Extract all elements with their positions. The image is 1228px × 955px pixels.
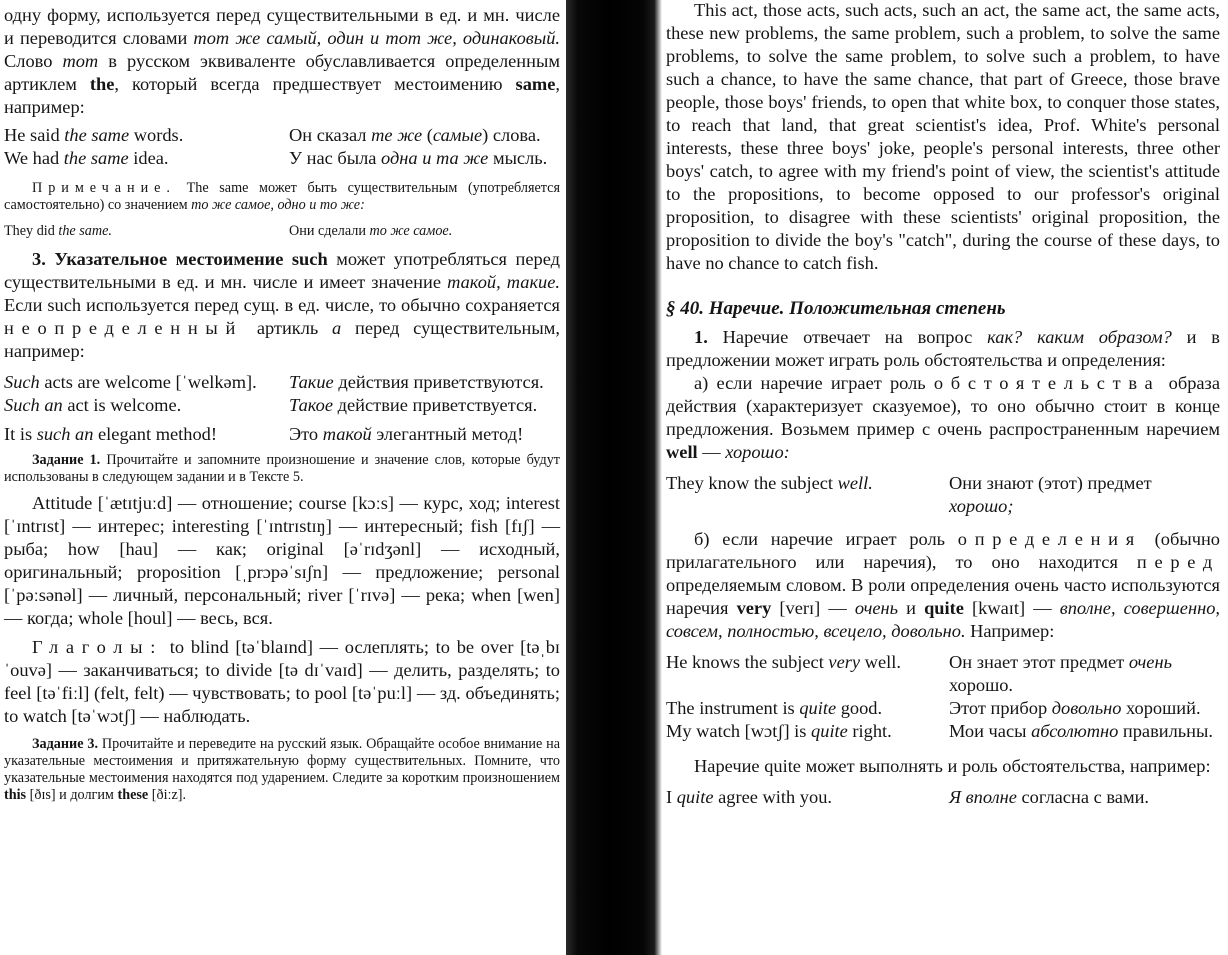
note-paragraph: Примечание. The same может быть существительным (употребляется самостоятельно) со значением то же самое, одно и то же:	[4, 180, 560, 213]
example-row: He knows the subject very well. Он знает этот предмет очень хорошо.	[666, 652, 1172, 695]
section-heading: § 40. Наречие. Положительная степень	[666, 298, 1006, 319]
right-page-content	[666, 0, 1220, 809]
vocabulary-paragraph: Attitude [ˈætɪtjuːd] — отношение; course [kɔːs] — курс, ход; interest [ˈɪntrɪst] — интерес; interesting [ˈɪntrɪstɪŋ] — интересный; fish [fɪʃ] — рыба; how [hau] — как; original [əˈrɪdʒənl] — исходный, оригинальный; proposition [ˌprɔpəˈsɪʃn] — предложение; personal [ˈpəːsənəl] — личный, персональный; river [ˈrɪvə] — река; when [wen] — когда; whole [houl] — весь, вся.	[4, 493, 560, 628]
example-row: He said the same words. Он сказал те же (самые) слова.	[4, 125, 541, 145]
note-example: They did the same. Они сделали то же самое.	[4, 223, 453, 239]
example-row: My watch [wɔtʃ] is quite right. Мои часы абсолютно правильны.	[666, 721, 1213, 741]
adverb-paragraph-quite: Наречие quite может выполнять и роль обстоятельства, например:	[694, 756, 1211, 776]
example-row: We had the same idea. У нас была одна и та же мысль.	[4, 148, 548, 168]
adverb-paragraph-b: б) если наречие играет роль определения (обычно прилагательного или наречия), то оно находится перед определяемым словом. В роли определения очень часто используются наречия very [verɪ] — очень и quite [kwaɪt] — вполне, совершенно, совсем, полностью, всецело, довольно. Например:	[666, 529, 1220, 641]
left-page-content	[4, 4, 560, 804]
task-1-paragraph: Задание 1. Прочитайте и запомните произношение и значение слов, которые будут использованы в следующем задании и в Тексте 5.	[4, 452, 561, 485]
verbs-paragraph: Глаголы: to blind [təˈblaɪnd] — ослеплять; to be over [təˌbɪˈouvə] — заканчиваться; to divide [tə dɪˈvaɪd] — делить, разделять; to feel [təˈfiːl] (felt, felt) — чувствовать; to pool [təˈpuːl] — зд. объединять; to watch [təˈwɔtʃ] — наблюдать.	[4, 637, 560, 726]
example-row: They know the subject well. Они знают (этот) предмет хорошо;	[666, 473, 1152, 516]
example-row: The instrument is quite good. Этот прибор довольно хороший.	[666, 698, 1201, 718]
exercise-paragraph: This act, those acts, such acts, such an act, the same act, the same acts, these new problems, the same problem, such a problem, to solve the same problems, to solve the same problem, to solve such a problem, to have such a chance, to have the same chance, that part of Greece, those brave people, those boys' friends, to open that white box, to conquer those states, to reach that land, that great scientist's idea, Prof. White's personal interests, these three boys' joke, people's personal interests, three other boys' catch, to agree with my friend's point of view, the scientist's attitude to the propositions, to become opposed to our professor's original proposition, to disagree with these scientists' original proposition, the proposition to divide the boy's "catch", during the course of these days, to have no chance to catch fish.	[666, 0, 1220, 273]
adverb-paragraph-1: 1. Наречие отвечает на вопрос как? каким образом? и в предложении может играть роль обстоятельства и определения:	[666, 327, 1220, 370]
example-row: It is such an elegant method! Это такой элегантный метод!	[4, 424, 524, 444]
example-row: Such acts are welcome [ˈwelkəm]. Такие действия приветствуются.	[4, 372, 544, 392]
left-page	[0, 0, 568, 955]
book-spine-shadow	[566, 0, 662, 955]
example-row: I quite agree with you. Я вполне согласна с вами.	[666, 787, 1150, 807]
example-row: Such an act is welcome. Такое действие приветствуется.	[4, 395, 538, 415]
task-3-paragraph: Задание 3. Прочитайте и переведите на русский язык. Обращайте особое внимание на указательные местоимения и притяжательную форму существительных. Помните, что указательные местоимения находятся под ударением. Следите за коротким произношением this [ðɪs] и долгим these [ðiːz].	[4, 736, 560, 803]
right-page	[660, 0, 1228, 955]
adverb-paragraph-a: а) если наречие играет роль обстоятельства образа действия (характеризует сказуемое), то оно обычно стоит в конце предложения. Возьмем пример с очень распространенным наречием well — хорошо:	[666, 373, 1220, 462]
intro-paragraph: одну форму, используется перед существительными в ед. и мн. числе и переводится словами тот же самый, один и тот же, одинаковый. Слово тот в русском эквиваленте обуславливается определенным артиклем the, который всегда предшествует местоимению same, например:	[4, 5, 560, 117]
section-3-paragraph: 3. Указательное местоимение such может употребляться перед существительными в ед. и мн. числе и имеет значение такой, такие. Если such используется перед сущ. в ед. числе, то обычно сохраняется неопределенный артикль a перед существительным, например:	[4, 249, 560, 361]
